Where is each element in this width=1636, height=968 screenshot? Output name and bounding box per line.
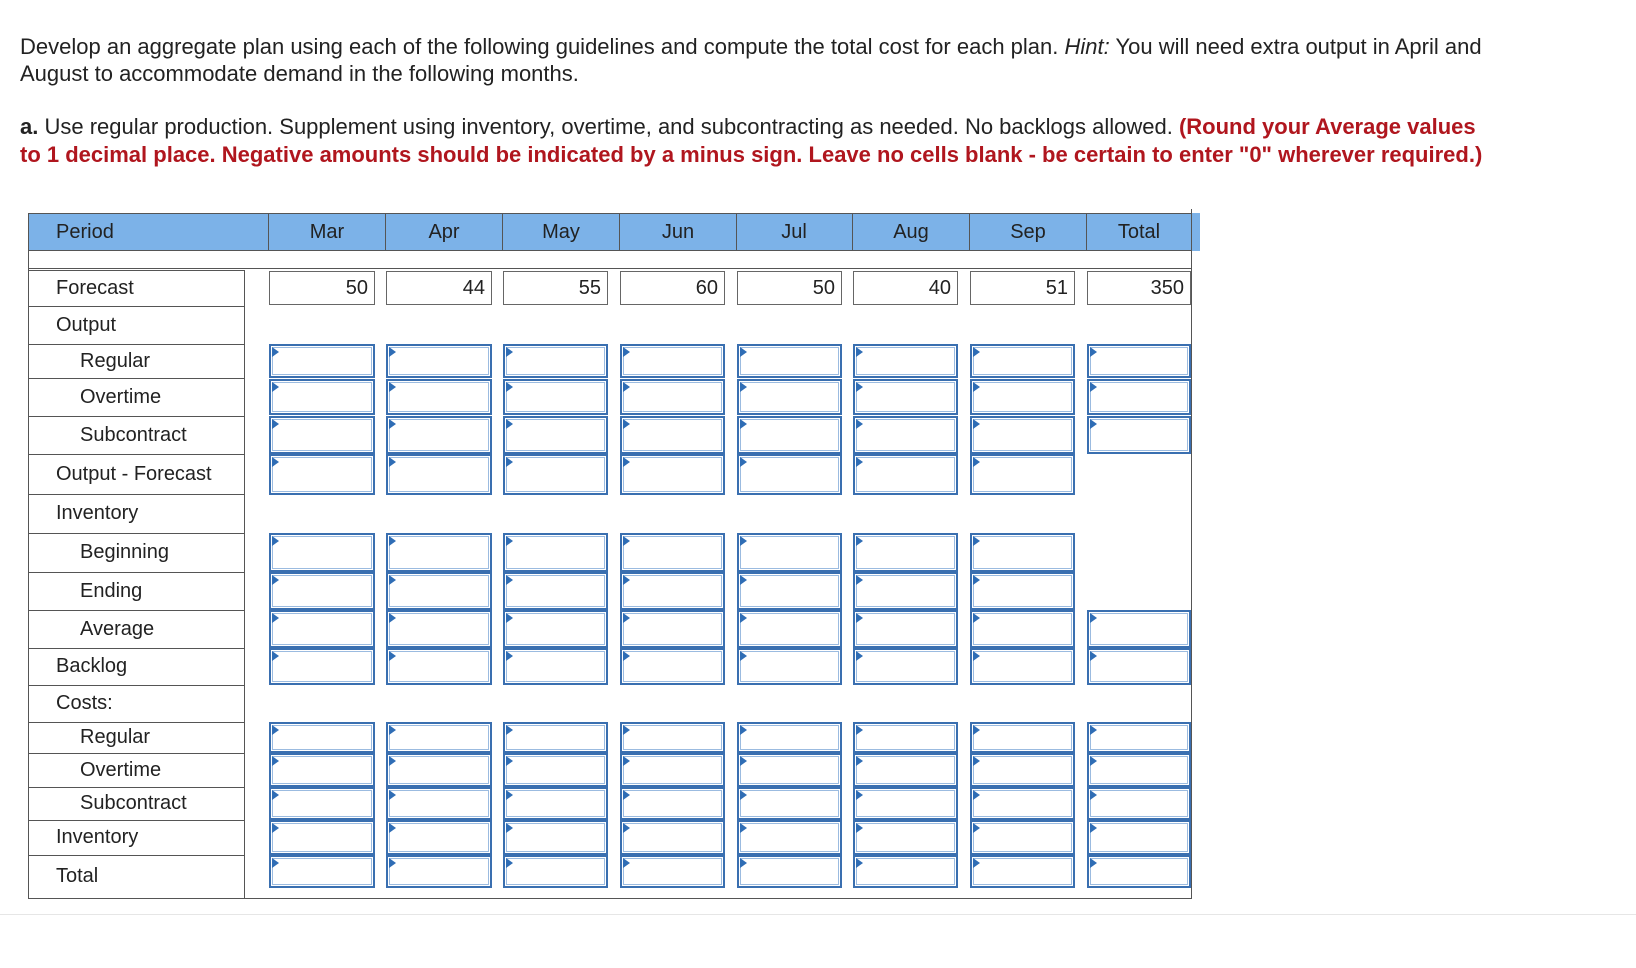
input-output-forecast-aug[interactable] bbox=[853, 454, 958, 495]
input-field[interactable] bbox=[509, 727, 602, 748]
row-border-output bbox=[28, 306, 245, 307]
hint-text: You will need extra output in April and August to accommodate demand in the following months. bbox=[20, 34, 1482, 86]
input-field[interactable] bbox=[743, 860, 836, 883]
input-average-apr[interactable] bbox=[386, 610, 492, 648]
input-cost-regular-aug[interactable] bbox=[853, 722, 958, 753]
input-cost-subcontract-mar[interactable] bbox=[269, 787, 375, 820]
input-regular-jul[interactable] bbox=[737, 344, 842, 378]
input-field[interactable] bbox=[1093, 860, 1185, 883]
header-bottom-border bbox=[28, 250, 1192, 251]
input-overtime-jun[interactable] bbox=[620, 379, 725, 415]
input-field[interactable] bbox=[275, 421, 369, 449]
forecast-value-jun: 60 bbox=[620, 271, 725, 305]
input-cost-overtime-jul[interactable] bbox=[737, 753, 842, 787]
input-field[interactable] bbox=[509, 538, 602, 567]
input-field[interactable] bbox=[392, 577, 486, 605]
row-label-ending: Ending bbox=[80, 579, 143, 602]
input-cost-inventory-may[interactable] bbox=[503, 820, 608, 855]
input-cost-overtime-may[interactable] bbox=[503, 753, 608, 787]
input-cost-regular-total[interactable] bbox=[1087, 722, 1191, 753]
input-field[interactable] bbox=[859, 349, 952, 373]
input-field[interactable] bbox=[275, 792, 369, 815]
input-field[interactable] bbox=[392, 860, 486, 883]
input-field[interactable] bbox=[275, 615, 369, 643]
input-field[interactable] bbox=[392, 384, 486, 410]
row-label-inventory: Inventory bbox=[56, 502, 139, 524]
input-cost-overtime-aug[interactable] bbox=[853, 753, 958, 787]
input-cost-overtime-jun[interactable] bbox=[620, 753, 725, 787]
input-field[interactable] bbox=[859, 459, 952, 490]
row-label-output: Output bbox=[56, 313, 117, 336]
input-regular-mar[interactable] bbox=[269, 344, 375, 378]
input-backlog-aug[interactable] bbox=[853, 648, 958, 685]
header-jul: Jul bbox=[781, 221, 807, 243]
table-top-border bbox=[28, 213, 1192, 214]
input-field[interactable] bbox=[859, 653, 952, 680]
input-overtime-apr[interactable] bbox=[386, 379, 492, 415]
header-jun: Jun bbox=[661, 221, 695, 243]
input-output-forecast-mar[interactable] bbox=[269, 454, 375, 495]
input-field[interactable] bbox=[626, 577, 719, 605]
header-may: May bbox=[542, 221, 580, 243]
input-average-aug[interactable] bbox=[853, 610, 958, 648]
input-field[interactable] bbox=[859, 727, 952, 748]
input-beginning-may[interactable] bbox=[503, 533, 608, 572]
input-cost-total-sep[interactable] bbox=[970, 855, 1075, 888]
input-field[interactable] bbox=[743, 577, 836, 605]
input-cost-subcontract-sep[interactable] bbox=[970, 787, 1075, 820]
input-overtime-aug[interactable] bbox=[853, 379, 958, 415]
input-field[interactable] bbox=[976, 384, 1069, 410]
row-border-cost-inventory bbox=[28, 820, 245, 821]
input-cost-inventory-apr[interactable] bbox=[386, 820, 492, 855]
part-a-label: a. bbox=[20, 114, 39, 139]
input-field[interactable] bbox=[976, 459, 1069, 490]
input-field[interactable] bbox=[509, 792, 602, 815]
input-cost-total-mar[interactable] bbox=[269, 855, 375, 888]
input-cost-total-jul[interactable] bbox=[737, 855, 842, 888]
input-cost-total-total[interactable] bbox=[1087, 855, 1191, 888]
input-subcontract-total[interactable] bbox=[1087, 416, 1191, 454]
input-subcontract-aug[interactable] bbox=[853, 416, 958, 454]
input-backlog-may[interactable] bbox=[503, 648, 608, 685]
input-field[interactable] bbox=[859, 538, 952, 567]
input-field[interactable] bbox=[275, 727, 369, 748]
row-label-cost-subcontract: Subcontract bbox=[80, 792, 187, 814]
header-total: Total bbox=[1117, 221, 1161, 243]
header-divider-1 bbox=[502, 213, 503, 250]
input-field[interactable] bbox=[626, 384, 719, 410]
input-field[interactable] bbox=[976, 860, 1069, 883]
header-sep: Sep bbox=[1010, 221, 1046, 243]
input-field[interactable] bbox=[1093, 792, 1185, 815]
input-backlog-sep[interactable] bbox=[970, 648, 1075, 685]
input-field[interactable] bbox=[275, 349, 369, 373]
row-label-total: Total bbox=[56, 865, 99, 887]
input-output-forecast-jul[interactable] bbox=[737, 454, 842, 495]
input-field[interactable] bbox=[275, 653, 369, 680]
row-label-average: Average bbox=[80, 617, 155, 640]
input-field[interactable] bbox=[859, 860, 952, 883]
input-field[interactable] bbox=[509, 421, 602, 449]
row-border-costs bbox=[28, 685, 245, 686]
row-border-inventory bbox=[28, 494, 245, 495]
input-overtime-may[interactable] bbox=[503, 379, 608, 415]
input-cost-inventory-mar[interactable] bbox=[269, 820, 375, 855]
input-field[interactable] bbox=[976, 825, 1069, 850]
intro-text: Develop an aggregate plan using each of the following guidelines and compute the total cost for each plan. bbox=[20, 34, 1059, 59]
input-field[interactable] bbox=[976, 727, 1069, 748]
input-field[interactable] bbox=[626, 653, 719, 680]
input-field[interactable] bbox=[1093, 384, 1185, 410]
input-field[interactable] bbox=[626, 825, 719, 850]
input-regular-may[interactable] bbox=[503, 344, 608, 378]
table-right-border bbox=[1191, 209, 1192, 899]
input-cost-inventory-jul[interactable] bbox=[737, 820, 842, 855]
input-field[interactable] bbox=[976, 577, 1069, 605]
input-backlog-jun[interactable] bbox=[620, 648, 725, 685]
input-field[interactable] bbox=[275, 459, 369, 490]
input-field[interactable] bbox=[392, 421, 486, 449]
input-average-sep[interactable] bbox=[970, 610, 1075, 648]
input-cost-regular-mar[interactable] bbox=[269, 722, 375, 753]
input-field[interactable] bbox=[509, 825, 602, 850]
input-average-jul[interactable] bbox=[737, 610, 842, 648]
input-output-forecast-sep[interactable] bbox=[970, 454, 1075, 495]
input-cost-regular-sep[interactable] bbox=[970, 722, 1075, 753]
row-label-cost-inventory: Inventory bbox=[56, 826, 139, 848]
input-cost-inventory-total[interactable] bbox=[1087, 820, 1191, 855]
input-field[interactable] bbox=[1093, 653, 1185, 680]
row-border-average bbox=[28, 610, 245, 611]
input-field[interactable] bbox=[392, 615, 486, 643]
input-overtime-mar[interactable] bbox=[269, 379, 375, 415]
input-field[interactable] bbox=[1093, 615, 1185, 643]
input-field[interactable] bbox=[859, 384, 952, 410]
input-field[interactable] bbox=[976, 758, 1069, 782]
input-average-mar[interactable] bbox=[269, 610, 375, 648]
input-field[interactable] bbox=[1093, 727, 1185, 748]
input-field[interactable] bbox=[275, 860, 369, 883]
input-cost-regular-jun[interactable] bbox=[620, 722, 725, 753]
divider bbox=[0, 914, 1636, 915]
row-border-backlog bbox=[28, 648, 245, 649]
input-regular-jun[interactable] bbox=[620, 344, 725, 378]
input-field[interactable] bbox=[392, 459, 486, 490]
input-field[interactable] bbox=[743, 459, 836, 490]
input-field[interactable] bbox=[859, 792, 952, 815]
instructions-intro bbox=[20, 33, 1500, 87]
input-output-forecast-jun[interactable] bbox=[620, 454, 725, 495]
input-field[interactable] bbox=[626, 792, 719, 815]
input-cost-subcontract-total[interactable] bbox=[1087, 787, 1191, 820]
forecast-value-jul: 50 bbox=[737, 271, 842, 305]
input-cost-overtime-apr[interactable] bbox=[386, 753, 492, 787]
input-field[interactable] bbox=[392, 727, 486, 748]
input-regular-apr[interactable] bbox=[386, 344, 492, 378]
input-field[interactable] bbox=[743, 758, 836, 782]
input-field[interactable] bbox=[509, 459, 602, 490]
input-overtime-jul[interactable] bbox=[737, 379, 842, 415]
input-beginning-sep[interactable] bbox=[970, 533, 1075, 572]
row-border-cost-regular bbox=[28, 722, 245, 723]
input-cost-regular-apr[interactable] bbox=[386, 722, 492, 753]
input-cost-subcontract-apr[interactable] bbox=[386, 787, 492, 820]
input-cost-inventory-jun[interactable] bbox=[620, 820, 725, 855]
input-regular-sep[interactable] bbox=[970, 344, 1075, 378]
input-overtime-sep[interactable] bbox=[970, 379, 1075, 415]
input-cost-subcontract-jun[interactable] bbox=[620, 787, 725, 820]
input-field[interactable] bbox=[275, 577, 369, 605]
input-field[interactable] bbox=[859, 615, 952, 643]
input-ending-apr[interactable] bbox=[386, 572, 492, 610]
input-ending-mar[interactable] bbox=[269, 572, 375, 610]
forecast-value-total: 350 bbox=[1087, 271, 1191, 305]
input-ending-jun[interactable] bbox=[620, 572, 725, 610]
row-border-total bbox=[28, 855, 245, 856]
row-label-regular: Regular bbox=[80, 349, 151, 372]
input-subcontract-jul[interactable] bbox=[737, 416, 842, 454]
header-divider-2 bbox=[619, 213, 620, 250]
input-subcontract-mar[interactable] bbox=[269, 416, 375, 454]
input-field[interactable] bbox=[1093, 421, 1185, 449]
input-field[interactable] bbox=[976, 615, 1069, 643]
forecast-value-aug: 40 bbox=[853, 271, 958, 305]
input-overtime-total[interactable] bbox=[1087, 379, 1191, 415]
input-field[interactable] bbox=[509, 758, 602, 782]
row-label-cost-regular: Regular bbox=[80, 726, 151, 748]
input-field[interactable] bbox=[743, 825, 836, 850]
row-label-cost-overtime: Overtime bbox=[80, 758, 162, 781]
header-divider-4 bbox=[852, 213, 853, 250]
input-field[interactable] bbox=[509, 349, 602, 373]
input-field[interactable] bbox=[626, 615, 719, 643]
input-field[interactable] bbox=[976, 349, 1069, 373]
input-field[interactable] bbox=[626, 860, 719, 883]
row-label-costs: Costs: bbox=[56, 692, 113, 714]
input-field[interactable] bbox=[976, 653, 1069, 680]
row-label-output-forecast: Output - Forecast bbox=[56, 462, 212, 485]
row-border-cost-overtime bbox=[28, 753, 245, 754]
input-cost-total-jun[interactable] bbox=[620, 855, 725, 888]
input-field[interactable] bbox=[743, 538, 836, 567]
hint-label: Hint: bbox=[1064, 34, 1110, 59]
input-backlog-apr[interactable] bbox=[386, 648, 492, 685]
input-output-forecast-may[interactable] bbox=[503, 454, 608, 495]
input-subcontract-sep[interactable] bbox=[970, 416, 1075, 454]
header-period: Period bbox=[56, 221, 114, 243]
input-field[interactable] bbox=[275, 538, 369, 567]
input-cost-overtime-total[interactable] bbox=[1087, 753, 1191, 787]
input-ending-aug[interactable] bbox=[853, 572, 958, 610]
input-cost-overtime-sep[interactable] bbox=[970, 753, 1075, 787]
row-border-cost-subcontract bbox=[28, 787, 245, 788]
row-border-beginning bbox=[28, 533, 245, 534]
input-beginning-jun[interactable] bbox=[620, 533, 725, 572]
input-subcontract-jun[interactable] bbox=[620, 416, 725, 454]
input-field[interactable] bbox=[626, 758, 719, 782]
input-field[interactable] bbox=[509, 615, 602, 643]
row-border-overtime bbox=[28, 378, 245, 379]
input-field[interactable] bbox=[392, 792, 486, 815]
input-field[interactable] bbox=[1093, 349, 1185, 373]
input-cost-subcontract-may[interactable] bbox=[503, 787, 608, 820]
row-label-beginning: Beginning bbox=[80, 541, 169, 563]
input-cost-total-aug[interactable] bbox=[853, 855, 958, 888]
input-regular-total[interactable] bbox=[1087, 344, 1191, 378]
input-cost-regular-jul[interactable] bbox=[737, 722, 842, 753]
input-field[interactable] bbox=[859, 825, 952, 850]
row-border-regular bbox=[28, 344, 245, 345]
input-backlog-total[interactable] bbox=[1087, 648, 1191, 685]
input-backlog-jul[interactable] bbox=[737, 648, 842, 685]
input-field[interactable] bbox=[275, 758, 369, 782]
input-average-jun[interactable] bbox=[620, 610, 725, 648]
spacer-row-border bbox=[28, 268, 1192, 269]
input-field[interactable] bbox=[392, 758, 486, 782]
table-bottom-border bbox=[28, 898, 1192, 899]
input-field[interactable] bbox=[392, 825, 486, 850]
forecast-value-mar: 50 bbox=[269, 271, 375, 305]
input-average-may[interactable] bbox=[503, 610, 608, 648]
input-field[interactable] bbox=[509, 860, 602, 883]
input-ending-jul[interactable] bbox=[737, 572, 842, 610]
forecast-value-apr: 44 bbox=[386, 271, 492, 305]
input-field[interactable] bbox=[859, 421, 952, 449]
part-a-text: Use regular production. Supplement using inventory, overtime, and subcontracting as needed. No backlogs allowed. bbox=[44, 114, 1173, 139]
input-field[interactable] bbox=[743, 792, 836, 815]
row-border-output-forecast bbox=[28, 454, 245, 455]
input-average-total[interactable] bbox=[1087, 610, 1191, 648]
input-beginning-mar[interactable] bbox=[269, 533, 375, 572]
forecast-value-sep: 51 bbox=[970, 271, 1075, 305]
input-output-forecast-apr[interactable] bbox=[386, 454, 492, 495]
input-field[interactable] bbox=[743, 384, 836, 410]
input-subcontract-may[interactable] bbox=[503, 416, 608, 454]
input-cost-total-may[interactable] bbox=[503, 855, 608, 888]
input-field[interactable] bbox=[626, 349, 719, 373]
input-cost-regular-may[interactable] bbox=[503, 722, 608, 753]
header-divider bbox=[268, 213, 269, 250]
input-field[interactable] bbox=[626, 459, 719, 490]
input-field[interactable] bbox=[275, 825, 369, 850]
part-a-instructions bbox=[20, 113, 1500, 169]
input-field[interactable] bbox=[976, 792, 1069, 815]
input-beginning-apr[interactable] bbox=[386, 533, 492, 572]
header-mar: Mar bbox=[309, 221, 345, 243]
input-field[interactable] bbox=[743, 615, 836, 643]
input-field[interactable] bbox=[392, 653, 486, 680]
input-cost-overtime-mar[interactable] bbox=[269, 753, 375, 787]
input-field[interactable] bbox=[743, 421, 836, 449]
input-field[interactable] bbox=[509, 653, 602, 680]
input-ending-may[interactable] bbox=[503, 572, 608, 610]
header-divider-0 bbox=[385, 213, 386, 250]
input-field[interactable] bbox=[976, 538, 1069, 567]
input-cost-subcontract-jul[interactable] bbox=[737, 787, 842, 820]
input-field[interactable] bbox=[1093, 825, 1185, 850]
input-field[interactable] bbox=[743, 349, 836, 373]
header-divider-3 bbox=[736, 213, 737, 250]
input-beginning-aug[interactable] bbox=[853, 533, 958, 572]
input-field[interactable] bbox=[275, 384, 369, 410]
row-label-backlog: Backlog bbox=[56, 655, 128, 677]
input-field[interactable] bbox=[509, 577, 602, 605]
row-label-overtime: Overtime bbox=[80, 385, 162, 408]
forecast-value-may: 55 bbox=[503, 271, 608, 305]
header-apr: Apr bbox=[428, 221, 460, 243]
input-field[interactable] bbox=[859, 577, 952, 605]
input-backlog-mar[interactable] bbox=[269, 648, 375, 685]
input-field[interactable] bbox=[743, 727, 836, 748]
input-field[interactable] bbox=[626, 538, 719, 567]
input-field[interactable] bbox=[743, 653, 836, 680]
row-border-ending bbox=[28, 572, 245, 573]
input-cost-subcontract-aug[interactable] bbox=[853, 787, 958, 820]
input-field[interactable] bbox=[626, 421, 719, 449]
input-field[interactable] bbox=[392, 349, 486, 373]
input-field[interactable] bbox=[626, 727, 719, 748]
input-field[interactable] bbox=[509, 384, 602, 410]
row-label-forecast: Forecast bbox=[56, 276, 134, 299]
input-cost-inventory-aug[interactable] bbox=[853, 820, 958, 855]
input-cost-inventory-sep[interactable] bbox=[970, 820, 1075, 855]
input-ending-sep[interactable] bbox=[970, 572, 1075, 610]
input-field[interactable] bbox=[859, 758, 952, 782]
input-cost-total-apr[interactable] bbox=[386, 855, 492, 888]
part-a-requirement: (Round your Average values to 1 decimal place. Negative amounts should be indicated by a minus sign. Leave no cells blank - be certain to enter "0" wherever required.) bbox=[20, 114, 1483, 167]
label-column-border bbox=[244, 270, 245, 899]
header-aug: Aug bbox=[893, 221, 929, 243]
header-divider-6 bbox=[1086, 213, 1087, 250]
input-subcontract-apr[interactable] bbox=[386, 416, 492, 454]
input-field[interactable] bbox=[1093, 758, 1185, 782]
input-field[interactable] bbox=[392, 538, 486, 567]
input-regular-aug[interactable] bbox=[853, 344, 958, 378]
row-border-forecast bbox=[28, 270, 245, 271]
row-label-subcontract: Subcontract bbox=[80, 423, 187, 446]
row-border-subcontract bbox=[28, 416, 245, 417]
header-divider-5 bbox=[969, 213, 970, 250]
input-field[interactable] bbox=[976, 421, 1069, 449]
input-beginning-jul[interactable] bbox=[737, 533, 842, 572]
